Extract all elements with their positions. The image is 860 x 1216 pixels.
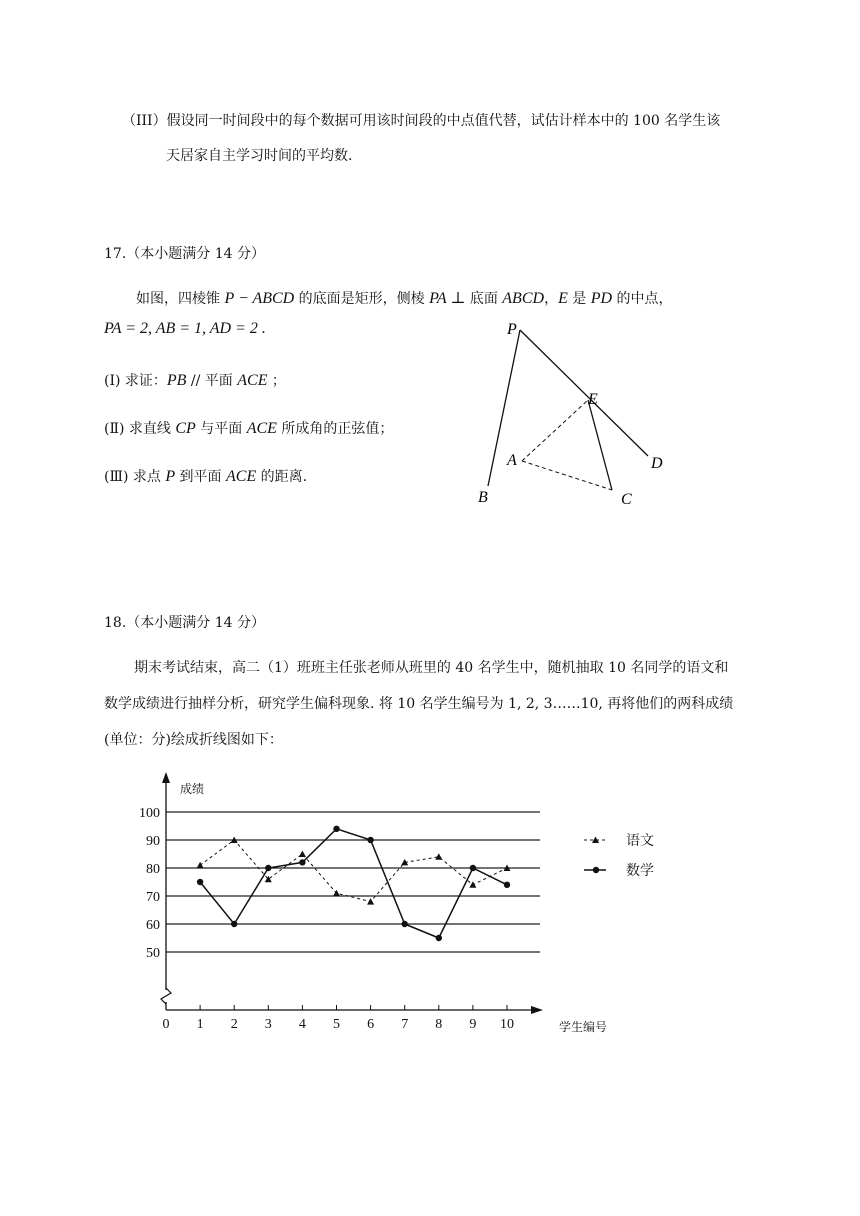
label-D: D <box>651 455 663 472</box>
x-tick-label: 4 <box>298 1017 306 1032</box>
x-axis-arrow <box>531 1006 543 1014</box>
q16-part3-line1: （III）假设同一时间段中的每个数据可用该时间段的中点值代替，试估计样本中的 100 名学生该 <box>122 113 721 129</box>
x-tick-label: 2 <box>230 1017 238 1032</box>
point-circle <box>402 921 408 927</box>
point-triangle <box>299 851 306 858</box>
x-tick-label: 0 <box>162 1017 170 1032</box>
x-tick-label: 1 <box>196 1017 204 1032</box>
q17-given: PA = 2, AB = 1, AD = 2 . <box>104 320 266 337</box>
point-circle <box>504 882 510 888</box>
point-circle <box>231 921 237 927</box>
q17-header: 17.（本小题满分 14 分） <box>104 246 265 262</box>
y-tick-label: 70 <box>146 890 160 905</box>
label-C: C <box>621 491 632 508</box>
point-circle <box>299 859 305 865</box>
legend-label-0: 语文 <box>626 834 654 849</box>
x-tick-label: 5 <box>333 1017 340 1032</box>
q18-para3: (单位：分)绘成折线图如下： <box>104 732 283 748</box>
point-circle <box>197 879 203 885</box>
q18-para2: 数学成绩进行抽样分析，研究学生偏科现象. 将 10 名学生编号为 1, 2, 3……10, 再将他们的两科成绩 <box>104 696 734 712</box>
q16-part3-line2: 天居家自主学习时间的平均数. <box>166 148 353 164</box>
x-tick-label: 8 <box>435 1017 443 1032</box>
point-triangle <box>333 890 340 897</box>
legend-label-1: 数学 <box>626 864 654 879</box>
x-tick-label: 7 <box>401 1017 409 1032</box>
label-A: A <box>507 452 517 469</box>
q17-intro: 如图，四棱锥 P − ABCD 的底面是矩形，侧棱 PA ⊥ 底面 ABCD，E 是 PD 的中点， <box>136 290 673 307</box>
q18-para1: 期末考试结束，高二（1）班班主任张老师从班里的 40 名学生中，随机抽取 10 名同学的语文和 <box>134 660 729 676</box>
y-axis-title: 成绩 <box>180 782 205 796</box>
y-tick-label: 100 <box>139 806 160 821</box>
x-tick-label: 10 <box>500 1017 514 1032</box>
point-circle <box>367 837 373 843</box>
point-triangle <box>435 853 442 860</box>
y-tick-label: 90 <box>146 834 160 849</box>
y-tick-label: 60 <box>146 918 160 933</box>
point-triangle <box>197 862 204 869</box>
point-circle <box>265 865 271 871</box>
point-circle <box>470 865 476 871</box>
y-tick-label: 80 <box>146 862 160 877</box>
point-circle <box>333 826 339 832</box>
x-tick-label: 3 <box>264 1017 272 1032</box>
point-circle <box>436 935 442 941</box>
label-P: P <box>507 321 517 338</box>
point-triangle <box>367 898 374 905</box>
q17-part3: (Ⅲ) 求点 P 到平面 ACE 的距离. <box>104 468 308 485</box>
label-E: E <box>588 391 598 408</box>
label-B: B <box>478 489 488 506</box>
q17-part2: (Ⅱ) 求直线 CP 与平面 ACE 所成角的正弦值； <box>104 420 394 437</box>
x-tick-label: 6 <box>367 1017 375 1032</box>
x-tick-label: 9 <box>469 1017 477 1032</box>
q17-part1: (Ⅰ) 求证：PB // 平面 ACE ； <box>104 372 286 389</box>
q18-header: 18.（本小题满分 14 分） <box>104 615 265 631</box>
y-tick-label: 50 <box>146 946 160 961</box>
legend-marker-circle <box>593 867 599 873</box>
y-axis-arrow <box>162 772 170 783</box>
series-line-1 <box>200 829 507 938</box>
x-axis-title: 学生编号 <box>559 1020 608 1034</box>
